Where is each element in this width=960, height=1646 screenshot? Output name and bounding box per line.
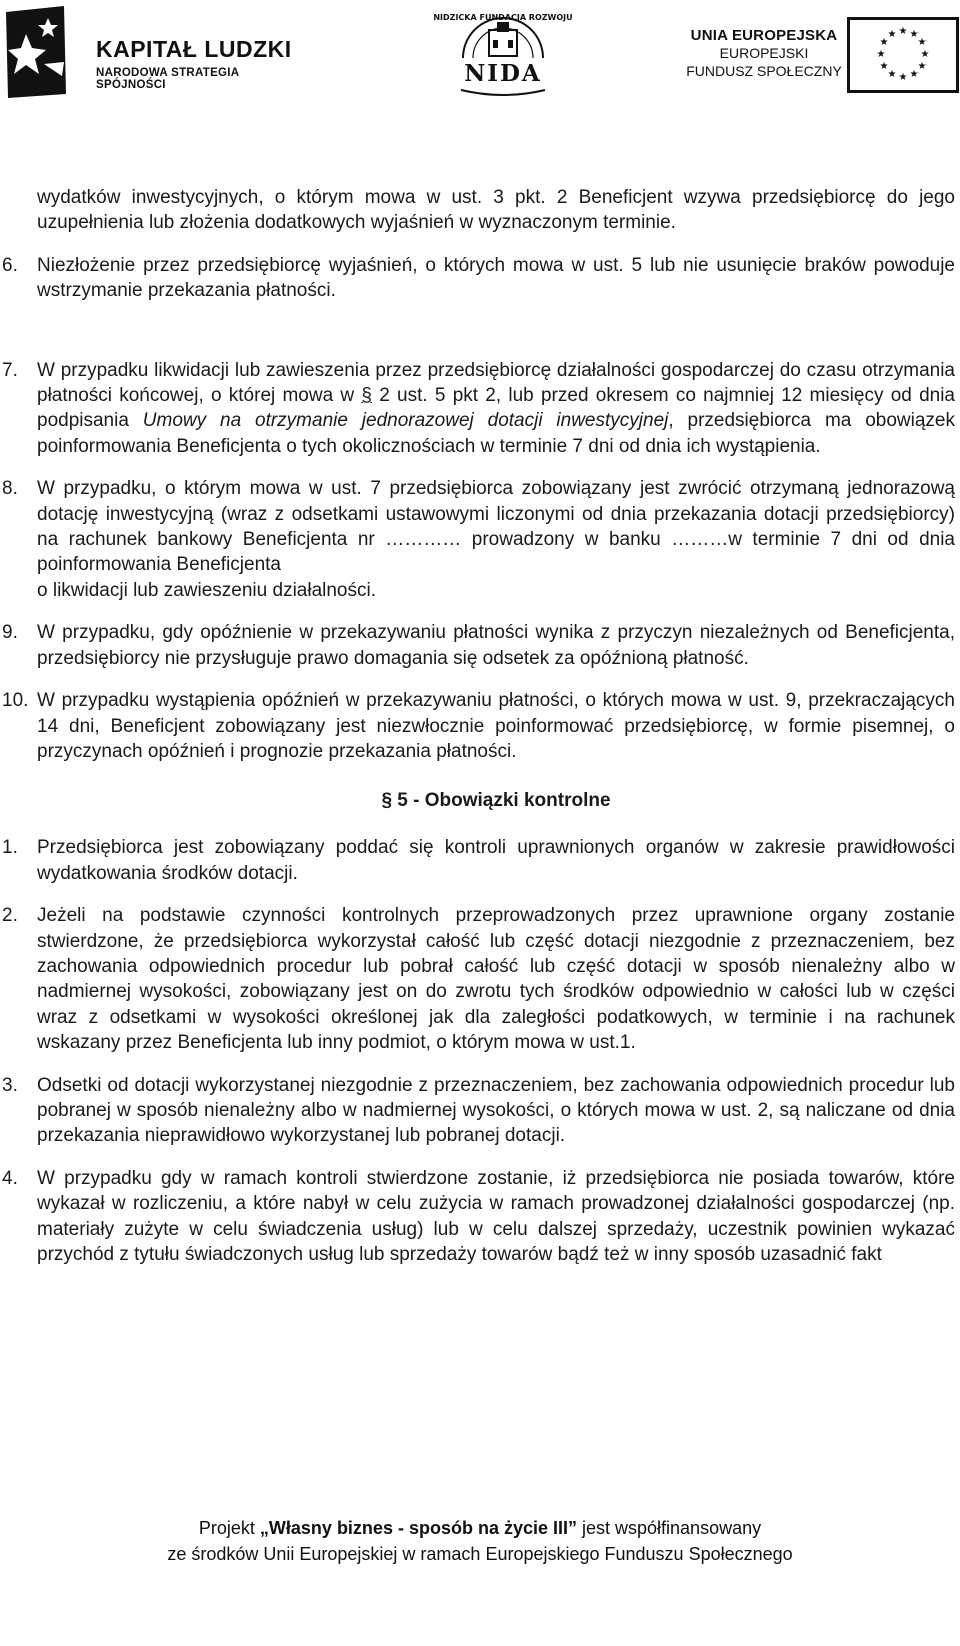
kapital-ludzki-logo [4, 2, 304, 102]
svg-text:★: ★ [909, 69, 919, 80]
item-number: 1. [2, 837, 18, 859]
item-text: Jeżeli na podstawie czynności kontrolnych przeprowadzonych przez uprawnione organy zostanie stwierdzone, że przedsiębiorca wykorzystał całość lub część dotacji niezgodnie z przeznaczeniem, bez zachowania odpowiednich procedur lub pobrał całość lub część dotacji w sposób nienależny albo w nadmiernej wysokości, zobowiązany jest on do zwrotu tych środków odpowiednio w całości lub w części wraz z odsetkami w wysokości określonej jak dla zaległości podatkowych, w terminie i na rachunek wskazany przez Beneficjenta lub inny podmiot, o którym mowa w ust.1. [37, 905, 955, 1054]
svg-text:★: ★ [898, 26, 908, 37]
item-text: W przypadku, o którym mowa w ust. 7 przedsiębiorca zobowiązany jest zwrócić otrzymaną jednorazową dotację inwestycyjną (wraz z odsetkami ustawowymi liczonymi od dnia przekazania dotacji przedsiębiorcy) na rachunek bankowy Beneficjenta nr ………… prowadzony w banku ………w terminie 7 dni od dnia poinformowania Beneficjenta [37, 478, 955, 576]
item-text: W przypadku gdy w ramach kontroli stwierdzone zostanie, iż przedsiębiorca nie posiada towarów, które wykazał w rozliczeniu, a które nabył w celu zużycia w ramach prowadzonej działalności gospodarczej (np. materiały zużyte w celu świadczenia usług) lub w celu dalszej sprzedaży, uczestnik powinien wykazać przychód z tytułu świadczonych usług lub sprzedaży towarów bądź też w inny sposób uzasadnić fakt [37, 1167, 955, 1265]
item-text-italic: Umowy na otrzymanie jednorazowej dotacji inwestycyjnej [142, 410, 669, 432]
item-text-part-a: W przypadku likwidacji lub zawieszenia przez przedsiębiorcę działalności gospodarczej do czasu otrzymania płatności końcowej, o której mowa w [37, 359, 955, 407]
page-footer [0, 1515, 960, 1567]
svg-text:★: ★ [898, 72, 908, 83]
item-text: W przypadku wystąpienia opóźnień w przekazywaniu płatności, o których mowa w ust. 9, przekraczających 14 dni, Beneficjent zobowiązany jest niezwłocznie poinformować przedsiębiorcę, w formie pisemnej, o przyczynach opóźnień i prognozie przekazania płatności. [37, 690, 955, 762]
item-number: 8. [2, 478, 18, 500]
section-heading: § 5 - Obowiązki kontrolne [381, 790, 611, 812]
item-number: 4. [2, 1167, 18, 1189]
section-item-4 [2, 1166, 955, 1268]
item-text-continued: o likwidacji lub zawieszeniu działalności. [37, 579, 376, 601]
ue-line-3: FUNDUSZ SPOŁECZNY [686, 63, 842, 79]
svg-text:★: ★ [876, 49, 886, 60]
ue-text-block [684, 27, 844, 80]
svg-text:NIDZICKA FUNDACJA ROZWOJU: NIDZICKA FUNDACJA ROZWOJU [433, 13, 573, 22]
footer-prefix: Projekt [198, 1518, 260, 1538]
page-header [0, 0, 960, 110]
item-text-part-b: 2 ust. 5 pkt 2, lub przed okresem co najmniej 12 miesięcy od dnia podpisania [37, 385, 956, 432]
intro-paragraph: wydatków inwestycyjnych, o którym mowa w ust. 3 pkt. 2 Beneficjent wzywa przedsiębiorcę do jego uzupełnienia lub złożenia dodatkowych wyjaśnień w wyznaczonym terminie. [37, 187, 955, 234]
footer-project-name: „Własny biznes - sposób na życie III” [259, 1518, 577, 1538]
list-item-9 [2, 620, 955, 671]
list-item-6 [2, 253, 955, 304]
footer-suffix: jest współfinansowany [577, 1518, 762, 1538]
svg-text:★: ★ [879, 61, 889, 72]
svg-text:★: ★ [917, 37, 927, 48]
item-number: 9. [2, 622, 18, 644]
ue-line-2: EUROPEJSKI [719, 45, 809, 61]
item-text: Odsetki od dotacji wykorzystanej niezgodnie z przeznaczeniem, bez zachowania odpowiednich procedur lub pobranej w sposób nienależny albo w nadmiernej wysokości, o których mowa w ust. 2, są naliczane od dnia przekazania nieprawidłowo wykorzystanej lub pobranej dotacji. [37, 1074, 955, 1147]
item-number: 7. [2, 359, 18, 381]
item-number: 6. [2, 254, 18, 276]
svg-text:★: ★ [909, 29, 919, 40]
svg-text:★: ★ [887, 29, 897, 40]
item-text-part-c: , przedsiębiorca ma obowiązek poinformowania Beneficjenta o tych okolicznościach w terminie 7 dni od dnia ich wystąpienia. [37, 410, 955, 457]
section-item-2 [2, 903, 955, 1055]
item-number: 2. [2, 905, 18, 927]
ue-title: UNIA EUROPEJSKA [690, 27, 838, 44]
list-item-10 [2, 688, 955, 764]
kapital-ludzki-title: KAPITAŁ LUDZKI [96, 36, 292, 62]
section-symbol: § [361, 385, 372, 407]
kapital-ludzki-subtitle: NARODOWA STRATEGIA SPÓJNOŚCI [96, 67, 239, 91]
item-text: Przedsiębiorca jest zobowiązany poddać się kontroli uprawnionych organów w zakresie prawidłowości wydatkowania środków dotacji. [37, 837, 955, 884]
item-text: W przypadku, gdy opóźnienie w przekazywaniu płatności wynika z przyczyn niezależnych od Beneficjenta, przedsiębiorcy nie przysługuje prawo domagania się odsetek za opóźnioną płatność. [37, 622, 955, 669]
footer-line-2: ze środków Unii Europejskiej w ramach Europejskiego Funduszu Społecznego [167, 1544, 793, 1564]
list-item-7 [2, 358, 956, 460]
list-item-8 [2, 476, 955, 603]
svg-text:★: ★ [917, 61, 927, 72]
item-number: 10. [2, 690, 29, 712]
svg-text:★: ★ [879, 37, 889, 48]
section-item-3 [2, 1073, 955, 1149]
document-body [2, 185, 956, 1267]
nida-wordmark: NIDA [464, 60, 542, 87]
kapital-ludzki-flag-icon [4, 4, 68, 100]
eu-flag-icon [847, 17, 959, 93]
svg-text:★: ★ [887, 69, 897, 80]
section-item-1 [2, 835, 955, 886]
item-text: Niezłożenie przez przedsiębiorcę wyjaśnień, o których mowa w ust. 5 lub nie usunięcie braków powoduje wstrzymanie przekazania płatności. [37, 254, 955, 302]
footer-line-1 [0, 1515, 960, 1541]
svg-text:★: ★ [920, 49, 930, 60]
item-number: 3. [2, 1074, 18, 1096]
